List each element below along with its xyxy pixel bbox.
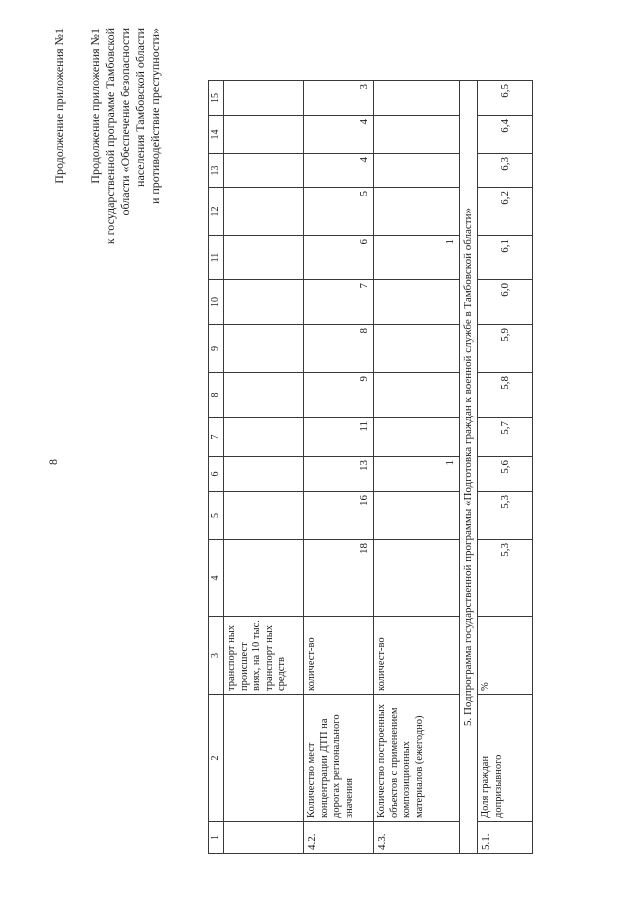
indicators-table — [208, 80, 533, 854]
row-id: 4.2. — [304, 822, 374, 854]
column-number: 10 — [209, 280, 224, 325]
table-cell — [224, 81, 304, 116]
table-row-4-2 — [304, 81, 374, 854]
column-number: 8 — [209, 373, 224, 418]
table-row-5-1 — [478, 81, 533, 854]
value-cell — [374, 373, 460, 418]
value-cell — [374, 540, 460, 617]
table-cell — [224, 373, 304, 418]
unit-cell: количест-во — [374, 617, 460, 695]
value-cell: 3 — [304, 81, 374, 116]
column-number-row — [209, 81, 224, 854]
table-cell — [224, 492, 304, 540]
row-id: 5.1. — [478, 822, 533, 854]
value-cell: 18 — [304, 540, 374, 617]
column-number: 15 — [209, 81, 224, 116]
value-cell: 7 — [304, 280, 374, 325]
row-id: 4.3. — [374, 822, 460, 854]
value-cell: 11 — [304, 418, 374, 457]
table-row-4-3 — [374, 81, 460, 854]
page-number: 8 — [46, 459, 60, 465]
value-cell: 6,0 — [478, 280, 533, 325]
unit-cell: % — [478, 617, 533, 695]
value-cell: 4 — [304, 154, 374, 188]
table-cell — [224, 188, 304, 236]
value-cell: 5,6 — [478, 457, 533, 492]
header-line: к государственной программе Тамбовской — [103, 28, 117, 245]
value-cell: 6,4 — [478, 116, 533, 154]
column-number: 2 — [209, 695, 224, 822]
value-cell: 5,8 — [478, 373, 533, 418]
column-number: 7 — [209, 418, 224, 457]
value-cell — [374, 81, 460, 116]
indicator-name: Количество мест концентрации ДТП на дорогах регионального значения — [304, 695, 374, 822]
table-cell — [224, 116, 304, 154]
table-cell — [224, 457, 304, 492]
table-cell — [224, 540, 304, 617]
value-cell — [374, 418, 460, 457]
column-number: 5 — [209, 492, 224, 540]
value-cell: 5,3 — [478, 492, 533, 540]
value-cell: 13 — [304, 457, 374, 492]
unit-cell: количест-во — [304, 617, 374, 695]
header-line: и противодействие преступности» — [148, 28, 162, 205]
value-cell: 6,2 — [478, 188, 533, 236]
column-number: 1 — [209, 822, 224, 854]
unit-cell: транспорт ных происшест виях, на 10 тыс. транспорт ных средств — [224, 617, 304, 695]
table-cell — [224, 154, 304, 188]
value-cell: 9 — [304, 373, 374, 418]
value-cell: 6,1 — [478, 236, 533, 280]
value-cell: 4 — [304, 116, 374, 154]
section-heading: 5. Подпрограмма государственной программы «Подготовка граждан к военной службе в Тамбовской области» — [460, 81, 478, 854]
table-cell — [224, 418, 304, 457]
value-cell: 6,5 — [478, 81, 533, 116]
value-cell — [374, 325, 460, 373]
column-number: 11 — [209, 236, 224, 280]
value-cell — [374, 154, 460, 188]
value-cell: 1 — [374, 236, 460, 280]
indicator-name: Доля граждан допризывного — [478, 695, 533, 822]
indicator-name: Количество построенных объектов с применением композиционных материалов (ежегодно) — [374, 695, 460, 822]
value-cell — [374, 492, 460, 540]
table-cell — [224, 822, 304, 854]
header-continuation: Продолжение приложения №1 — [52, 28, 66, 184]
column-number: 9 — [209, 325, 224, 373]
column-number: 6 — [209, 457, 224, 492]
column-number: 4 — [209, 540, 224, 617]
table-cell — [224, 695, 304, 822]
table-cell — [224, 236, 304, 280]
value-cell: 6,3 — [478, 154, 533, 188]
table-row-section-5 — [460, 81, 478, 854]
table-cell — [224, 280, 304, 325]
value-cell — [374, 116, 460, 154]
column-number: 14 — [209, 116, 224, 154]
column-number: 13 — [209, 154, 224, 188]
value-cell — [374, 188, 460, 236]
value-cell: 6 — [304, 236, 374, 280]
column-number: 12 — [209, 188, 224, 236]
header-line: области «Обеспечение безопасности — [118, 28, 132, 216]
value-cell: 16 — [304, 492, 374, 540]
value-cell: 8 — [304, 325, 374, 373]
value-cell — [374, 280, 460, 325]
table-row-unit-continuation — [224, 81, 304, 854]
header-line: населения Тамбовской области — [133, 28, 147, 187]
value-cell: 5,3 — [478, 540, 533, 617]
value-cell: 5,9 — [478, 325, 533, 373]
value-cell: 5,7 — [478, 418, 533, 457]
value-cell: 1 — [374, 457, 460, 492]
header-line: Продолжение приложения №1 — [88, 28, 102, 184]
table-cell — [224, 325, 304, 373]
value-cell: 5 — [304, 188, 374, 236]
column-number: 3 — [209, 617, 224, 695]
